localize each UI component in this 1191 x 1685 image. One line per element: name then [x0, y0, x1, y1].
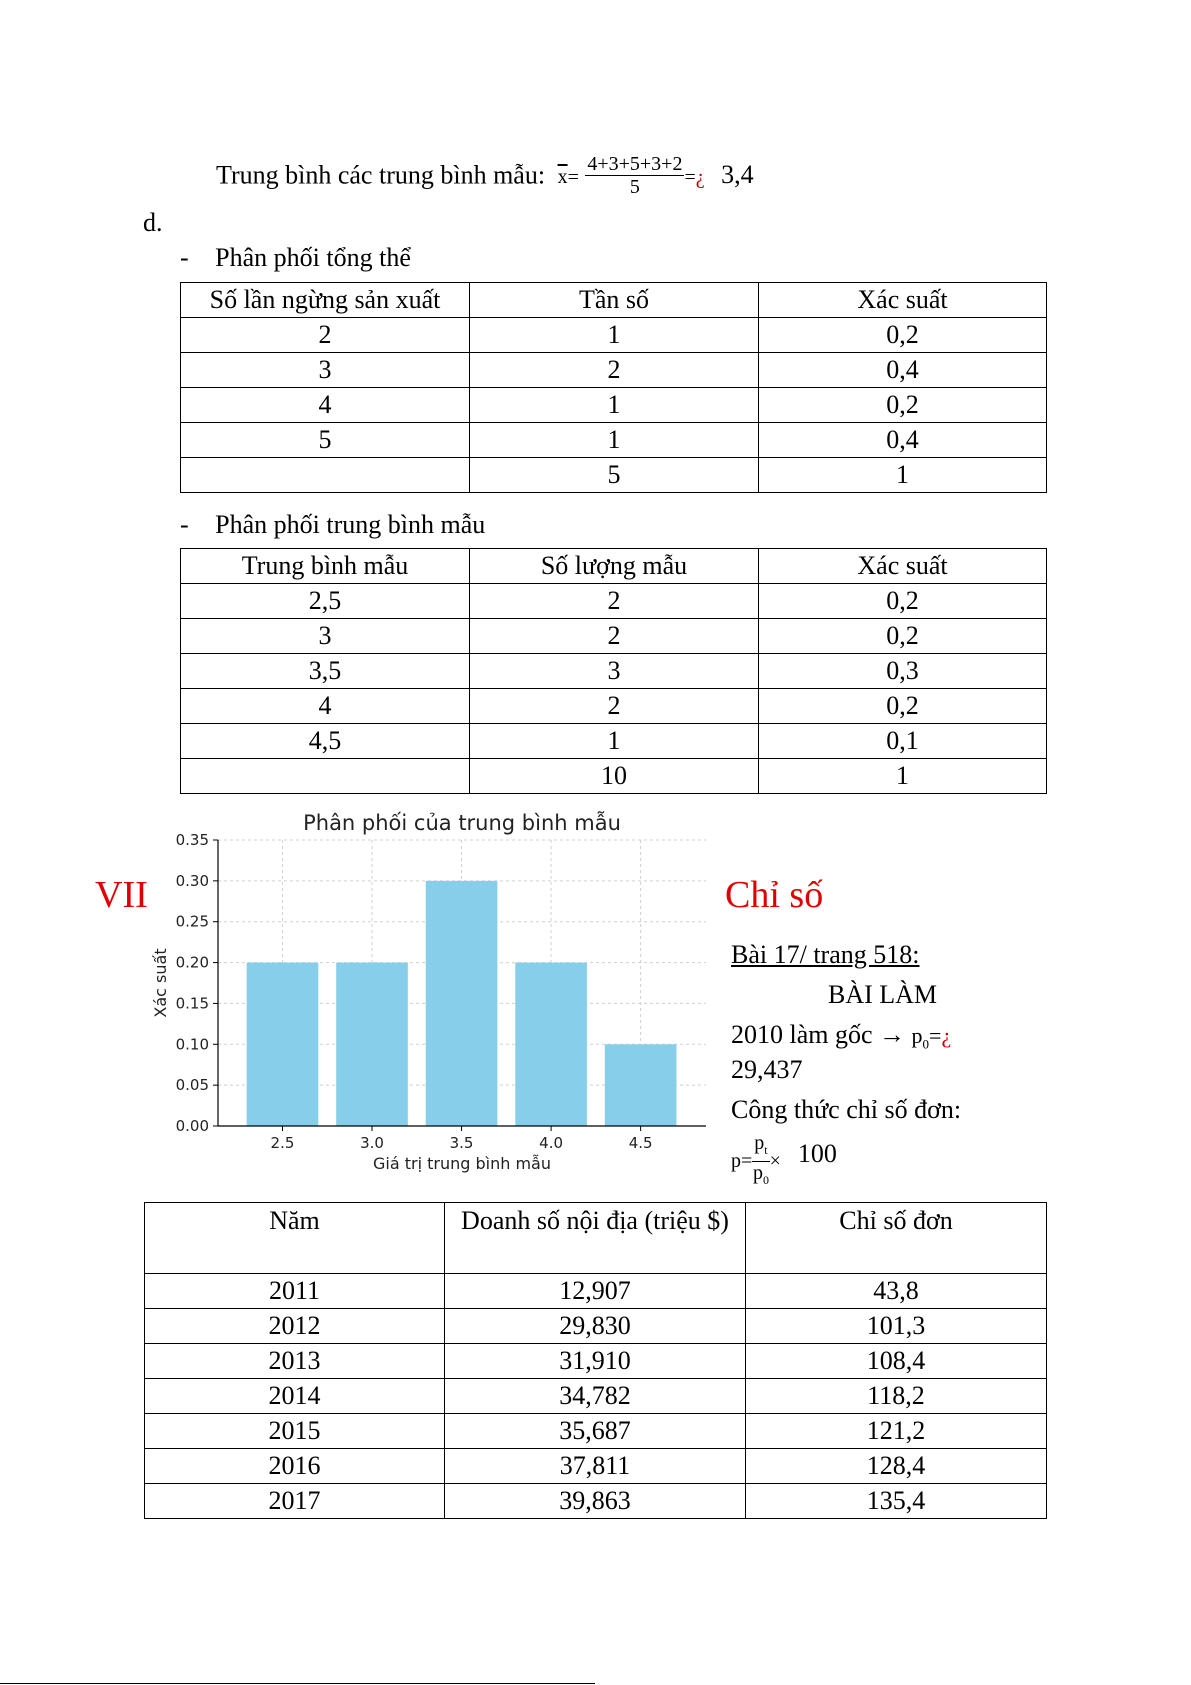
y-tick-label: 0.05	[175, 1076, 209, 1095]
table-cell: 1	[759, 458, 1047, 493]
table-cell: 4	[181, 388, 470, 423]
table-cell: 0,2	[759, 388, 1047, 423]
table-row	[181, 724, 1047, 759]
table-cell: 1	[470, 724, 759, 759]
table-cell: 5	[181, 423, 470, 458]
x-tick-label: 2.5	[270, 1134, 295, 1152]
table-cell: 3	[181, 619, 470, 654]
table-cell: 2012	[145, 1309, 445, 1344]
header-cell: Tần số	[470, 283, 759, 318]
x-tick-label: 3.5	[449, 1134, 474, 1152]
table-cell: 118,2	[746, 1379, 1047, 1414]
table-row	[181, 423, 1047, 458]
table-cell: 4	[181, 689, 470, 724]
footer-rule	[0, 1683, 595, 1684]
table-cell: 0,1	[759, 724, 1047, 759]
table-row	[181, 759, 1047, 794]
table-row	[181, 584, 1047, 619]
table-cell: 5	[470, 458, 759, 493]
sample-means-heading-row	[180, 510, 485, 540]
table-cell: 121,2	[746, 1414, 1047, 1449]
header-cell: Xác suất	[759, 283, 1047, 318]
y-tick-label: 0.35	[175, 831, 209, 849]
header-row	[145, 1203, 1047, 1274]
exercise-title: Bài 17/ trang 518:	[731, 940, 920, 969]
table-cell: 2,5	[181, 584, 470, 619]
formula-times: ×	[769, 1150, 781, 1172]
population-table	[180, 282, 1047, 493]
header-cell: Chỉ số đơn	[746, 1203, 1047, 1274]
mean-result: 3,4	[721, 160, 754, 190]
table-row	[145, 1484, 1047, 1519]
fraction-denominator: 5	[629, 176, 640, 198]
table-cell: 2	[470, 619, 759, 654]
base-year-line	[731, 1020, 951, 1059]
table-cell: 128,4	[746, 1449, 1047, 1484]
table-cell: 2	[470, 353, 759, 388]
table-cell: 35,687	[445, 1414, 746, 1449]
table-cell: 1	[470, 318, 759, 353]
equals-sign: =	[567, 166, 579, 189]
header-row	[181, 283, 1047, 318]
table-cell: 0,2	[759, 318, 1047, 353]
table-cell	[181, 458, 470, 493]
table-cell: 39,863	[445, 1484, 746, 1519]
table-cell: 34,782	[445, 1379, 746, 1414]
dash-marker: -	[180, 510, 189, 539]
p0-symbol: $p_0$	[911, 1023, 930, 1052]
table-row	[145, 1309, 1047, 1344]
table-cell: 43,8	[746, 1274, 1047, 1309]
x-tick-label: 3.0	[360, 1134, 384, 1152]
table-cell: 2016	[145, 1449, 445, 1484]
table-cell: 2013	[145, 1344, 445, 1379]
table-cell: 101,3	[746, 1309, 1047, 1344]
table-row	[145, 1274, 1047, 1309]
header-cell: Doanh số nội địa (triệu $)	[445, 1203, 746, 1274]
y-tick-label: 0.20	[175, 953, 209, 972]
exercise-subtitle: BÀI LÀM	[828, 980, 938, 1009]
x-axis-label: Giá trị trung bình mẫu	[373, 1154, 551, 1173]
table-row	[181, 689, 1047, 724]
table-cell: 2	[470, 689, 759, 724]
fraction-numerator: 4+3+5+3+2	[587, 153, 683, 175]
table-cell: 12,907	[445, 1274, 746, 1309]
header-cell: Trung bình mẫu	[181, 549, 470, 584]
table-cell: 1	[470, 423, 759, 458]
table-cell: 2	[181, 318, 470, 353]
table-cell: 2	[470, 584, 759, 619]
index-table	[144, 1202, 1047, 1519]
table-row	[181, 353, 1047, 388]
table-cell: 0,3	[759, 654, 1047, 689]
header-row	[181, 549, 1047, 584]
table-row	[181, 318, 1047, 353]
header-cell: Xác suất	[759, 549, 1047, 584]
table-cell: 3	[181, 353, 470, 388]
header-cell: Năm	[145, 1203, 445, 1274]
population-heading-row	[180, 243, 411, 273]
table-cell: 10	[470, 759, 759, 794]
equals-sign: =	[929, 1023, 942, 1048]
table-cell: 3,5	[181, 654, 470, 689]
table-cell: 31,910	[445, 1344, 746, 1379]
glyph-mark: ¿	[695, 166, 705, 189]
table-cell	[181, 759, 470, 794]
table-cell: 1	[759, 759, 1047, 794]
bar	[426, 881, 498, 1126]
table-row	[181, 458, 1047, 493]
table-cell: 2014	[145, 1379, 445, 1414]
formula-label: Công thức chỉ số đơn:	[731, 1095, 962, 1124]
equals-sign-2: =	[684, 166, 696, 189]
table-cell: 4,5	[181, 724, 470, 759]
table-row	[145, 1379, 1047, 1414]
table-row	[145, 1414, 1047, 1449]
section-d-label: d.	[143, 208, 163, 237]
table-cell: 2017	[145, 1484, 445, 1519]
bar	[336, 963, 408, 1126]
y-axis-label: Xác suất	[151, 948, 170, 1018]
chapter-title: Chỉ số	[725, 874, 824, 916]
base-prefix: 2010 làm gốc →	[731, 1020, 906, 1049]
bar	[605, 1044, 677, 1126]
table-cell: 135,4	[746, 1484, 1047, 1519]
x-tick-label: 4.0	[539, 1134, 564, 1152]
table-cell: 2011	[145, 1274, 445, 1309]
index-formula	[731, 1132, 837, 1191]
table-row	[181, 388, 1047, 423]
dash-marker: -	[180, 243, 189, 272]
sample-means-table	[180, 548, 1047, 794]
base-value: 29,437	[731, 1055, 803, 1084]
table-cell: 0,4	[759, 423, 1047, 458]
formula-p: p=	[731, 1150, 753, 1172]
mean-of-means-line	[216, 155, 754, 200]
x-tick-label: 4.5	[628, 1134, 653, 1152]
y-tick-label: 0.00	[175, 1117, 209, 1135]
table-row	[181, 654, 1047, 689]
table-cell: 29,830	[445, 1309, 746, 1344]
table-row	[145, 1344, 1047, 1379]
header-cell: Số lượng mẫu	[470, 549, 759, 584]
table-cell: 0,2	[759, 584, 1047, 619]
xbar-symbol: $\overline{x}$	[557, 166, 568, 189]
formula-100: 100	[797, 1138, 837, 1168]
mean-label: Trung bình các trung bình mẫu:	[216, 160, 546, 190]
y-tick-label: 0.15	[175, 994, 209, 1013]
mean-fraction	[585, 153, 684, 198]
sample-means-chart	[140, 800, 720, 1180]
chapter-number: VII	[95, 874, 148, 916]
population-heading: Phân phối tổng thể	[215, 243, 411, 272]
header-cell: Số lần ngừng sản xuất	[181, 283, 470, 318]
table-row	[181, 619, 1047, 654]
table-cell: 0,2	[759, 689, 1047, 724]
table-cell: 0,2	[759, 619, 1047, 654]
formula-fraction: $\frac{p_t}{p_0}$	[752, 1132, 769, 1187]
glyph-mark: ¿	[941, 1023, 952, 1048]
table-cell: 2015	[145, 1414, 445, 1449]
bar	[247, 963, 319, 1126]
table-row	[145, 1449, 1047, 1484]
table-cell: 1	[470, 388, 759, 423]
table-cell: 0,4	[759, 353, 1047, 388]
sample-means-heading: Phân phối trung bình mẫu	[215, 510, 486, 539]
y-tick-label: 0.10	[175, 1035, 209, 1054]
table-cell: 3	[470, 654, 759, 689]
y-tick-label: 0.25	[175, 912, 209, 931]
table-cell: 108,4	[746, 1344, 1047, 1379]
chart-title: Phân phối của trung bình mẫu	[303, 811, 621, 835]
table-cell: 37,811	[445, 1449, 746, 1484]
bar	[515, 963, 587, 1126]
y-tick-label: 0.30	[175, 871, 209, 890]
